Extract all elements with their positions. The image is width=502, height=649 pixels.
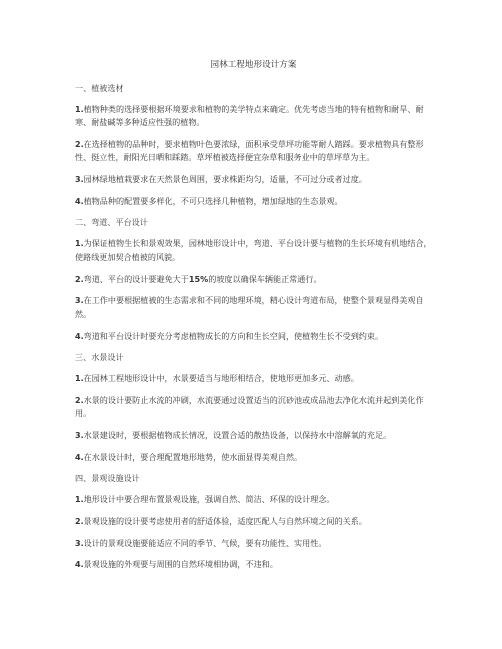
item-number: 4. <box>75 331 84 341</box>
paragraph-text: 植物品种的配置要多样化，不可只选择几种植物，增加绿地的生态景观。 <box>83 196 343 207</box>
paragraph <box>75 394 432 421</box>
item-number: 1. <box>75 494 84 504</box>
document-title: 园林工程地形设计方案 <box>210 60 297 70</box>
paragraph-text: 景观设施的设计要考虑使用者的舒适体验，适度匹配人与自然环境之间的关系。 <box>83 515 367 526</box>
paragraph-text: 园林绿地植栽要求在天然景色周围，要求株距均匀，适量，不可过分或者过度。 <box>83 174 367 185</box>
item-number: 2. <box>75 395 84 405</box>
item-number: 1. <box>75 104 84 114</box>
item-number: 3. <box>75 431 84 440</box>
paragraph <box>75 515 432 529</box>
paragraph <box>75 138 432 165</box>
paragraph-text: 水景的设计要防止水流的冲刷，水流要通过设置适当的沉砂池或成品池去净化水流并起到美化作用。 <box>75 394 424 419</box>
paragraph-text: 在水景设计时，要合理配置地形地势，使水面显得美观自然。 <box>83 451 303 462</box>
paragraph-text: 为保证植物生长和景观效果，园林地形设计中，弯道、平台设计要与植物的生长环境有机地结合，使路线更加契合植被的风貌。 <box>75 238 432 262</box>
section-heading-curve-platform: 二、弯道、平台设计 <box>75 217 148 228</box>
item-number: 3. <box>75 296 84 306</box>
paragraph <box>75 103 432 130</box>
item-number: 3. <box>75 538 84 548</box>
item-number: 1. <box>75 373 84 383</box>
section-heading-plant-selection: 一、植被选材 <box>75 82 124 93</box>
paragraph <box>75 195 432 209</box>
paragraph-text: 弯道和平台设计时要充分考虑植物成长的方向和生长空间，使植物生长不受到约束。 <box>83 330 384 341</box>
item-number: 1. <box>75 239 84 249</box>
item-number: 3. <box>75 175 84 185</box>
paragraph-text: 地形设计中要合理布置景观设施，强调自然、简洁、环保的设计理念。 <box>83 493 335 504</box>
section-heading-landscape-facilities: 四、景观设施设计 <box>75 472 140 483</box>
slope-percentage: 15% <box>188 273 209 284</box>
paragraph <box>75 330 432 344</box>
paragraph-text: 弯道、平台的设计要避免大于 <box>83 273 189 284</box>
item-number: 4. <box>75 452 84 462</box>
paragraph-text: 的坡度以确保车辆能正常通行。 <box>208 273 322 284</box>
paragraph <box>75 493 432 507</box>
paragraph <box>75 372 432 386</box>
paragraph-text: 水景建设时，要根据植物成长情况，设置合适的散热设备，以保持水中溶解氧的充足。 <box>83 430 392 440</box>
paragraph <box>75 237 432 264</box>
item-number: 4. <box>75 560 84 570</box>
paragraph <box>75 173 432 187</box>
paragraph <box>75 429 432 443</box>
paragraph <box>75 451 432 465</box>
paragraph-text: 在园林工程地形设计中，水景要适当与地形相结合，使地形更加多元、动感。 <box>83 372 359 383</box>
paragraph-text: 在工作中要根据植被的生态需求和不同的地理环境，精心设计弯道布局，使整个景观显得美观自然。 <box>75 295 424 319</box>
paragraph <box>75 558 432 572</box>
paragraph-text: 设计的景观设施要能适应不同的季节、气候，要有功能性、实用性。 <box>83 537 327 548</box>
section-heading-water-feature: 三、水景设计 <box>75 351 124 362</box>
item-number: 4. <box>75 197 84 207</box>
item-number: 2. <box>75 274 84 284</box>
item-number: 2. <box>75 516 84 526</box>
paragraph-text: 在选择植物的品种时，要求植物叶色要浓绿，面积承受草坪功能等耐人踏踩。要求植物具有整形性、挺立性，耐阳光日晒和踩踏。草坪植被选择便宜杂草和服务业中的草坪草为主。 <box>75 138 424 163</box>
paragraph <box>75 273 432 287</box>
paragraph <box>75 294 432 321</box>
item-number: 2. <box>75 139 84 149</box>
paragraph-text: 植物种类的选择要根据环境要求和植物的美学特点来确定。优先考虑当地的特有植物和耐旱、耐寒、耐盐碱等多种适应性强的植物。 <box>75 103 424 128</box>
paragraph <box>75 537 432 551</box>
paragraph-text: 景观设施的外观要与周围的自然环境相协调，不违和。 <box>83 559 278 570</box>
